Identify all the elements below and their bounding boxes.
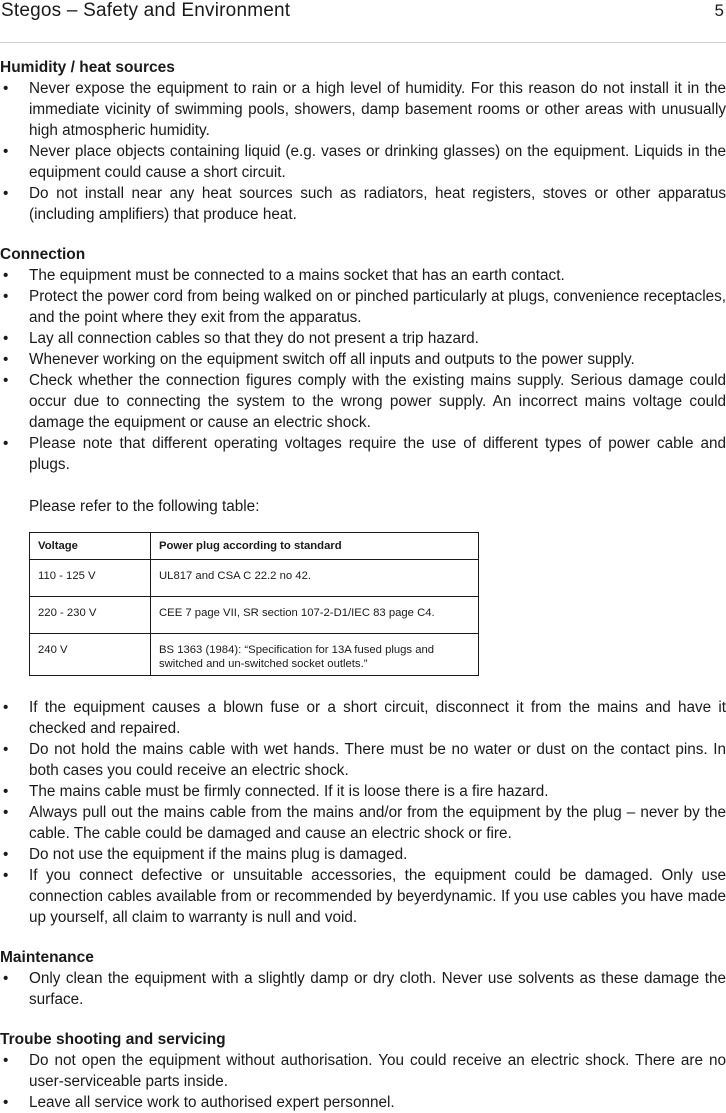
bullet-icon: • <box>3 185 9 202</box>
list-item: • If you connect defective or unsuitable accessories, the equipment could be damaged. Only use connection cables available from or recommended by beyerdynamic. If you use cables you have made up yourself, all claim to warranty is null and void. <box>3 867 726 926</box>
bullet-icon: • <box>3 330 9 347</box>
bullet-icon: • <box>3 783 9 800</box>
list-item: • Never place objects containing liquid (e.g. vases or drinking glasses) on the equipment. Liquids in the equipment could cause a short circuit. <box>3 143 726 181</box>
table-row <box>30 597 479 634</box>
bullet-icon: • <box>3 804 9 821</box>
list-item: • Leave all service work to authorised expert personnel. <box>3 1094 395 1111</box>
list-item: • Do not install near any heat sources such as radiators, heat registers, stoves or other apparatus (including amplifiers) that produce heat. <box>3 185 726 223</box>
bullet-icon: • <box>3 143 9 160</box>
bullet-icon: • <box>3 288 9 305</box>
page-header <box>0 0 726 43</box>
voltage-table <box>29 532 479 676</box>
table-cell-standard: BS 1363 (1984): “Specification for 13A fused plugs and switched and un-switched socket outlets.” <box>151 634 479 676</box>
page-content <box>0 58 726 1113</box>
section-heading-maintenance: Maintenance <box>0 949 94 966</box>
table-header-row <box>30 533 479 560</box>
bullet-icon: • <box>3 699 9 716</box>
list-item: • Whenever working on the equipment switch off all inputs and outputs to the power supply. <box>3 351 635 368</box>
bullet-icon: • <box>3 267 9 284</box>
connection-list-continued <box>0 697 726 928</box>
bullet-icon: • <box>3 372 9 389</box>
table-cell-voltage: 220 - 230 V <box>30 597 151 634</box>
list-item: • Never expose the equipment to rain or a high level of humidity. For this reason do not install it in the immediate vicinity of swimming pools, showers, damp basement rooms or other areas with unusually high atmospheric humidity. <box>3 80 726 139</box>
page-number: 5 <box>714 1 724 20</box>
list-item: • Lay all connection cables so that they do not present a trip hazard. <box>3 330 479 347</box>
list-item: • Do not use the equipment if the mains plug is damaged. <box>3 846 408 863</box>
bullet-icon: • <box>3 1094 9 1111</box>
list-item: • Do not hold the mains cable with wet hands. There must be no water or dust on the contact pins. In both cases you could receive an electric shock. <box>3 741 726 779</box>
humidity-list <box>0 78 726 225</box>
bullet-icon: • <box>3 846 9 863</box>
table-cell-standard: UL817 and CSA C 22.2 no 42. <box>151 560 479 597</box>
bullet-icon: • <box>3 1052 9 1069</box>
table-row <box>30 634 479 676</box>
bullet-icon: • <box>3 351 9 368</box>
bullet-icon: • <box>3 435 9 452</box>
list-item: • The mains cable must be firmly connected. If it is loose there is a fire hazard. <box>3 783 549 800</box>
section-heading-connection: Connection <box>0 246 86 263</box>
list-item: • Always pull out the mains cable from the mains and/or from the equipment by the plug – never by the cable. The cable could be damaged and cause an electric shock or fire. <box>3 804 726 842</box>
bullet-icon: • <box>3 970 9 987</box>
section-heading-troubleshooting: Troube shooting and servicing <box>0 1031 226 1048</box>
list-item: • Do not open the equipment without authorisation. You could receive an electric shock. There are no user-serviceable parts inside. <box>3 1052 726 1090</box>
maintenance-list <box>0 968 726 1010</box>
table-intro: Please refer to the following table: <box>29 498 260 515</box>
table-row <box>30 560 479 597</box>
bullet-icon: • <box>3 867 9 884</box>
section-heading-humidity: Humidity / heat sources <box>0 59 175 76</box>
list-item: • The equipment must be connected to a mains socket that has an earth contact. <box>3 267 565 284</box>
table-cell-standard: CEE 7 page VII, SR section 107-2-D1/IEC 83 page C4. <box>151 597 479 634</box>
list-item: • Protect the power cord from being walked on or pinched particularly at plugs, convenience receptacles, and the point where they exit from the apparatus. <box>3 288 726 326</box>
table-header-plug: Power plug according to standard <box>151 533 479 560</box>
table-cell-voltage: 110 - 125 V <box>30 560 151 597</box>
bullet-icon: • <box>3 80 9 97</box>
list-item: • Please note that different operating voltages require the use of different types of power cable and plugs. <box>3 435 726 473</box>
bullet-icon: • <box>3 741 9 758</box>
list-item: • If the equipment causes a blown fuse or a short circuit, disconnect it from the mains and have it checked and repaired. <box>3 699 726 737</box>
table-header-voltage: Voltage <box>30 533 151 560</box>
table-cell-voltage: 240 V <box>30 634 151 676</box>
list-item: • Only clean the equipment with a slightly damp or dry cloth. Never use solvents as these damage the surface. <box>3 970 726 1008</box>
header-title: Stegos – Safety and Environment <box>1 0 291 21</box>
troubleshooting-list <box>0 1050 726 1113</box>
connection-list <box>0 265 726 475</box>
list-item: • Check whether the connection figures comply with the existing mains supply. Serious damage could occur due to connecting the system to the wrong power supply. An incorrect mains voltage could damage the equipment or cause an electric shock. <box>3 372 726 431</box>
